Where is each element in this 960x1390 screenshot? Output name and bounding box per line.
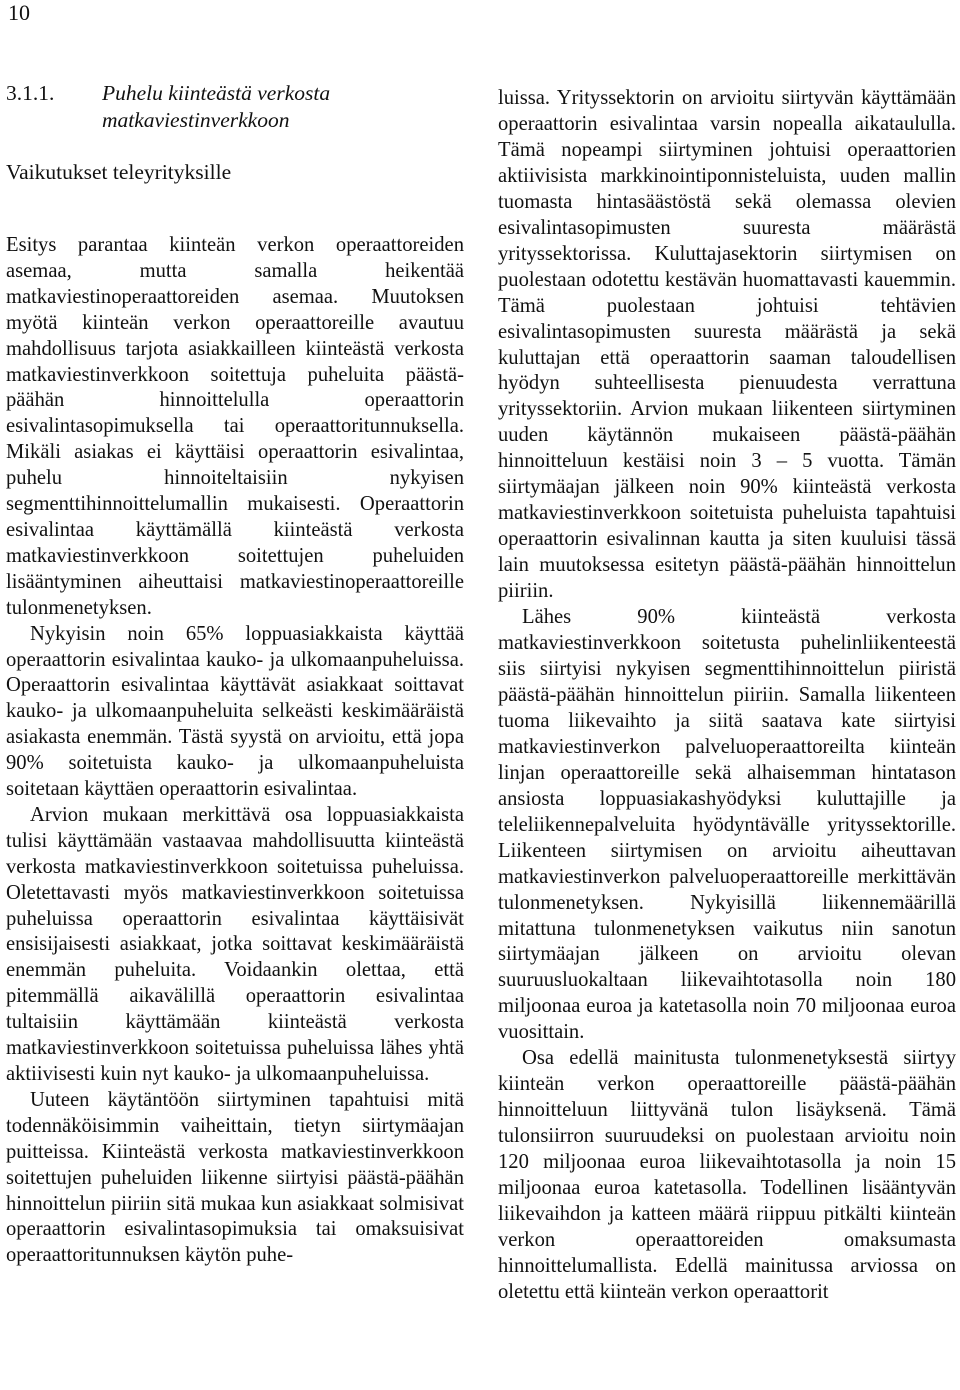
right-paragraph-2: Lähes 90% kiinteästä verkosta matkaviestinverkkoon soitetusta puhelinliikenteestä siis siirtyisi nykyisen segmenttihinnoittelun piiristä päästä-päähän hinnoittelun piiriin. Samalla liikenteen tuoma liikevaihto ja siitä saatava kate siirtyisi matkaviestinverkon palveluoperaattoreilta kiinteän linjan operaattoreille sekä alhaisemman hintatason ansiosta loppuasiakashyödyksi kuluttajille ja teleliikennepalveluita hyödyntävälle yrityssektorille. Liikenteen siirtymisen on arvioitu aiheuttavan matkaviestinverkon palveluoperaattoreille merkittävän tulonmenetyksen. Nykyisillä liikennemäärillä mitattuna tulonmenetyksen vaikutus niin sanotun siirtymäajan jälkeen on arvioitu olevan suuruusluokaltaan liikevaihtotasolla noin 180 miljoonaa euroa ja katetasolla noin 70 miljoonaa euroa vuosittain. bbox=[498, 606, 956, 1044]
left-paragraph-2: Nykyisin noin 65% loppuasiakkaista käyttää operaattorin esivalintaa kauko- ja ulkomaanpuheluissa. Operaattorin esivalintaa käyttävät asiakkaat soittavat kauko- ja ulkomaanpuheluita selkeästi keskimääräistä asiakasta enemmän. Tästä syystä on arvioitu, että jopa 90% soitetuista kauko- ja ulkomaanpuheluista soitetaan käyttäen operaattorin esivalintaa. bbox=[6, 622, 464, 801]
section-heading bbox=[6, 80, 464, 134]
left-paragraph-4: Uuteen käytäntöön siirtyminen tapahtuisi mitä todennäköisimmin vaiheittain, tietyn siirtymäajan puitteissa. Kiinteästä verkosta matkaviestinverkkoon soitettujen puheluiden liikenne siirtyisi päästä-päähän hinnoittelun piiriin sitä mukaa kun asiakkaat solmisivat operaattorin esivalintasopimuksia tai omaksuisivat operaattoritunnuksen käytön puhe- bbox=[6, 1088, 464, 1267]
right-paragraph-1: luissa. Yrityssektorin on arvioitu siirtyvän käyttämään operaattorin esivalintaa varsin nopealla aikataululla. Tämä nopeampi siirtyminen johtuisi operaattorien aktiivisista markkinointiponnisteluista, uuden mallin tuomasta hintasäästöstä sekä olemassa olevien esivalintasopimusten suuresta määrästä yrityssektorissa. Kuluttajasektorin siirtymisen on puolestaan odotettu kestävän huomattavasti kauemmin. Tämä puolestaan johtuisi tehtävien esivalintasopimusten suuresta määrästä ja sekä kuluttajan että operaattorin saaman taloudellisen hyödyn suhteellisesta pienuudesta verrattuna yrityssektoriin. Arvion mukaan liikenteen siirtyminen uuden käytännön mukaiseen päästä-päähän hinnoitteluun kestäisi noin 3 – 5 vuotta. Tämän siirtymäajan jälkeen noin 90% kiinteästä verkosta matkaviestinverkkoon soitetuista puheluista tapahtuisi operaattorin esivalinnan kautta ja siten kuuluisi tässä lain muutoksessa esitetyn päästä-päähän hinnoittelun piiriin. bbox=[498, 87, 956, 603]
section-title: Puhelu kiinteästä verkosta matkaviestinverkkoon bbox=[102, 81, 331, 132]
left-paragraph-1: Esitys parantaa kiinteän verkon operaattoreiden asemaa, mutta samalla heikentää matkaviestinoperaattoreiden asemaa. Muutoksen myötä kiinteän verkon operaattoreille avautuu mahdollisuus tarjota asiakkailleen kiinteästä verkosta matkaviestinverkkoon soitettuja puheluita päästä-päähän hinnoittelulla operaattorin esivalintasopimuksella tai operaattoritunnuksella. Mikäli asiakas ei käyttäisi operaattorin esivalintaa, puhelu hinnoiteltaisiin nykyisen segmenttihinnoittelumallin mukaisesti. Operaattorin esivalintaa käyttämällä kiinteästä verkosta matkaviestinverkkoon soitettujen puheluiden lisääntyminen aiheuttaisi matkaviestinoperaattoreille tulonmenetyksen. bbox=[6, 234, 464, 619]
subheading: Vaikutukset teleyrityksille bbox=[6, 160, 232, 184]
section-number: 3.1.1. bbox=[6, 81, 55, 105]
left-column bbox=[6, 80, 464, 1269]
page-number: 10 bbox=[8, 0, 30, 25]
right-column bbox=[498, 86, 956, 1306]
right-paragraph-3: Osa edellä mainitusta tulonmenetyksestä siirtyy kiinteän verkon operaattoreille päästä-päähän hinnoitteluun liittyvänä tulon lisäyksenä. Tämä tulonsiirron suuruudeksi on puolestaan arvioitu noin 120 miljoonaa euroa liikevaihtotasolla ja noin 15 miljoonaa euroa katetasolla. Todellinen lisääntyvän liikevaihdon ja katteen määrä riippuu pitkälti kiinteän verkon operaattoreiden omaksumasta hinnoittelumallista. Edellä mainitussa arviossa on oletettu että kiinteän verkon operaattorit bbox=[498, 1047, 956, 1303]
left-paragraph-3: Arvion mukaan merkittävä osa loppuasiakkaista tulisi käyttämään vastaavaa mahdollisuutta kiinteästä verkosta matkaviestinverkkoon soitetuissa puheluissa. Oletettavasti myös matkaviestinverkkoon soitetuissa puheluissa operaattorin esivalintaa käyttäisivät ensisijaisesti asiakkaat, jotka soittavat keskimääräistä enemmän puheluita. Voidaankin olettaa, että pitemmällä aikavälillä operaattorin esivalintaa tultaisiin käyttämään kiinteästä verkosta matkaviestinverkkoon soitetuissa puheluissa lähes yhtä aktiivisesti kuin nyt kauko- ja ulkomaanpuheluissa. bbox=[6, 803, 464, 1085]
